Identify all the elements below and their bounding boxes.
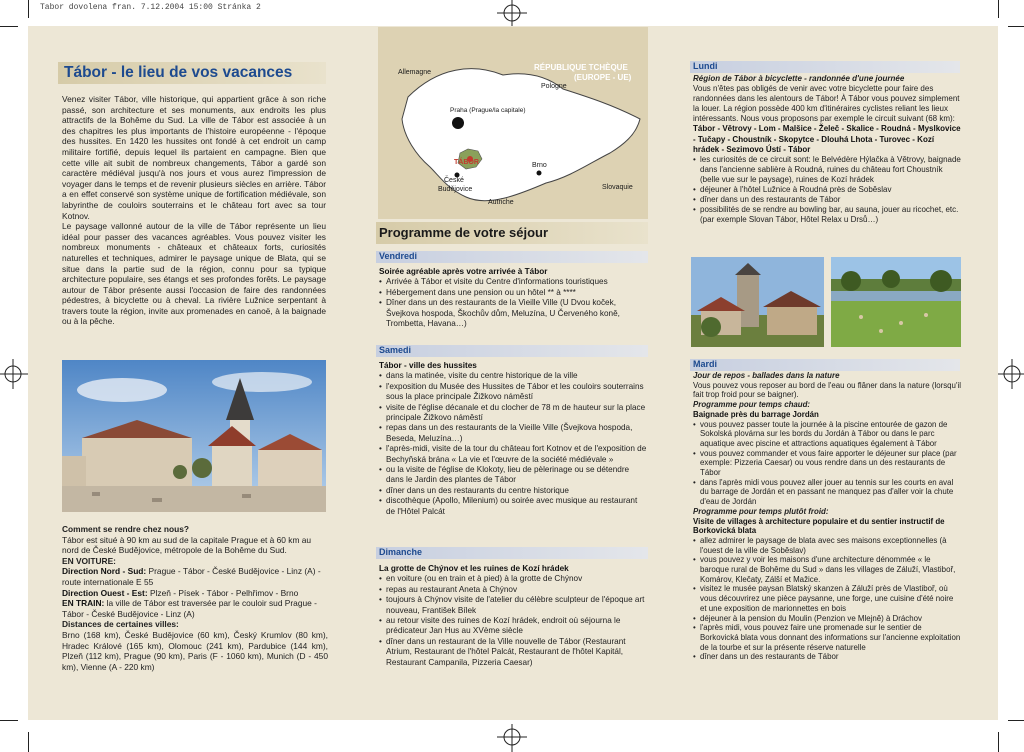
travel-intro: Tábor est situé à 90 km au sud de la capitale Prague et à 60 km au nord de České Budějovice, métropole de la Bohême du Sud. xyxy=(62,534,312,556)
map-label-slovaquie: Slovaquie xyxy=(602,184,633,191)
bike-route: Tábor - Větrovy - Lom - Malšice - Želeč - Skalice - Roudná - Myslkovice - Tučapy - Choustník - Skopytce - Dlouhá Lhota - Turovec - Kozí hrádek - Sezimovo Ústí - Tábor xyxy=(693,124,961,154)
sunday-program xyxy=(379,564,647,668)
cool-subtitle: Visite de villages à architecture populaire et du sentier instructif de Borkovická blata xyxy=(693,516,945,536)
list-item: • repas au restaurant Aneta à Chýnov xyxy=(379,585,647,595)
warm-weather-heading: Programme pour temps chaud: xyxy=(693,400,811,410)
monday-intro: Vous n'êtes pas obligés de venir avec votre bicyclette pour faire des randonnées dans les alentours de Tábor! À Tábor vous pouvez simplement la louer. La région possède 400 km d'itinéraires cyclistes reliant les lieux intéressants. Nous vous proposons par exemple le circuit suivant (68 km): xyxy=(693,84,960,124)
map-label-pologne: Pologne xyxy=(541,83,567,90)
day-heading-sunday: Dimanche xyxy=(376,547,648,559)
registration-mark xyxy=(497,722,527,752)
route-north-south: Direction Nord - Sud: Prague - Tábor - České Budějovice - Linz (A) - route internationale E 55 xyxy=(62,566,321,587)
crop-mark xyxy=(0,26,18,27)
list-item: • Hébergement dans une pension ou un hôtel ** à **** xyxy=(379,288,647,298)
list-item: • visitez le musée paysan Blatský skanzen à Záluží près de Vlastiboř, où vous découvrirez une pièce paysanne, une forge, une cuisine d'été noire et une exposition de marionnettes en bois xyxy=(693,584,961,613)
intro-text xyxy=(62,94,326,327)
list-item: • visite de l'église décanale et du clocher de 78 m de hauteur sur la place principale Žižkovo náměstí xyxy=(379,403,647,424)
day-heading-tuesday: Mardi xyxy=(690,359,960,371)
map-country-sub: (EUROPE - UE) xyxy=(574,73,632,82)
map-label-cb: Budějovice xyxy=(438,186,473,193)
crop-mark xyxy=(998,732,999,752)
list-item: • dîner dans un des restaurants de Tábor xyxy=(693,652,961,662)
list-item: • au retour visite des ruines de Kozí hrádek, endroit où séjourna le prédicateur Jan Hus au XVème siècle xyxy=(379,616,647,637)
map-label-praha: Praha (Prague/la capitale) xyxy=(450,107,526,114)
day-heading-saturday: Samedi xyxy=(376,345,648,357)
day-heading-friday: Vendredi xyxy=(376,251,648,263)
list-item: • dans la matinée, visite du centre historique de la ville xyxy=(379,371,647,381)
friday-subtitle: Soirée agréable après votre arrivée à Tábor xyxy=(379,267,548,276)
list-item: • dîner dans un restaurant de la Ville nouvelle de Tábor (Restaurant Atrium, Restaurant de l'hôtel Palcát, Restaurant de l'hôtel Kapitál, Restaurant Campanila, Pizzeria Caesar) xyxy=(379,637,647,668)
tuesday-intro: Vous pouvez vous reposer au bord de l'eau ou flâner dans la nature (lorsqu'il fait trop froid pour se baigner). xyxy=(693,380,961,400)
list-item: • discothèque (Apollo, Milenium) ou soirée avec musique au restaurant de l'Hôtel Palcát xyxy=(379,496,647,517)
crop-mark xyxy=(998,0,999,18)
list-item: • Arrivée à Tábor et visite du Centre d'informations touristiques xyxy=(379,277,647,287)
list-item: • vous pouvez passer toute la journée à la piscine entourée de gazon de Sokolská plovárna sur les bords du Jordán à Tábor ou dans le parc aquatique avec piscine et attractions aquatiques également à Tábor xyxy=(693,420,961,449)
list-item: • toujours à Chýnov visite de l'atelier du célèbre sculpteur de l'époque art nouveau, František Bílek xyxy=(379,595,647,616)
page-title: Tábor - le lieu de vos vacances xyxy=(58,62,326,84)
map-label-tabor: TÁBOR xyxy=(454,159,479,166)
travel-heading: Comment se rendre chez nous? xyxy=(62,524,190,534)
registration-mark xyxy=(996,359,1024,389)
map-label-autriche: Autriche xyxy=(488,199,514,206)
swimming-lake-photo xyxy=(831,257,961,347)
list-item: • l'exposition du Musée des Hussites de Tábor et les couloirs souterrains sous la place principale Žižkovo náměstí xyxy=(379,382,647,403)
intro-paragraph: Venez visiter Tábor, ville historique, qui appartient grâce à son riche passé, son architecture et ses monuments, aux endroits les plus attractifs de la Bohême du Sud. La ville de Tábor est associée à un des chapitres les plus importants de l'histoire européenne - l'époque des hussites. En 1420 les hussites ont fondé à cet endroit un camp militaire fortifié, depuis lequel ils partaient en campagne. Bien que cette ville ait subit de nombreux changements, Tábor a gardé son caractère médiéval jusqu'à nos jours et vous aurez l'impression de voyager dans le temps et de revenir plusieurs siècles en arrière. Tábor a en effet conservé son système unique de fortification médiévale, son labyrinthe de couloirs souterrains et le château fort avec sa tour Kotnov. xyxy=(62,94,326,221)
list-item: • dîner dans un des restaurants du centre historique xyxy=(379,486,647,496)
monday-program xyxy=(693,74,961,225)
list-item: • dîner dans un des restaurants de Tábor xyxy=(693,195,961,205)
crop-mark xyxy=(28,732,29,752)
distances-heading: Distances de certaines villes: xyxy=(62,619,179,630)
map-label-cb: České xyxy=(444,177,464,184)
intro-paragraph: Le paysage vallonné autour de la ville de Tábor représente un lieu idéal pour passer des vacances agréables. Vous pouvez visiter les nombreux monuments - châteaux et châteaux forts, curiosités naturelles et techniques, admirer le paysage unique de Blata, qui se situe dans la partie sud de la région, connu pour sa typique architecture populaire, ses étangs et ses profondes forêts. Le paysage autour de Tábor présente aussi l'occasion de faire des randonnées pédestres, à bicyclette ou à cheval. La rivière Lužnice serpentant à travers toute la région, invite aux promenades en canoë, à la baignade ou à la pêche. xyxy=(62,221,326,327)
monday-subtitle: Région de Tábor à bicyclette - randonnée d'une journée xyxy=(693,74,905,83)
program-title: Programme de votre séjour xyxy=(376,222,648,244)
list-item: • ou la visite de l'église de Klokoty, lieu de pèlerinage ou se détendre dans le Jardin des plantes de Tábor xyxy=(379,465,647,486)
print-header: Tabor dovolena fran. 7.12.2004 15:00 Stránka 2 xyxy=(40,3,261,12)
list-item: • l'après midi, vous pouvez faire une promenade sur le sentier de Borkovická blata vous donnant des informations sur l'ancienne exploitation de la tourbe et sur la présente réserve naturelle xyxy=(693,623,961,652)
list-item: • vous pouvez y voir les maisons d'une architecture dénommée « le baroque rural de Bohême du Sud » dans les villages de Záluží, Vlastiboř, Komárov, Klečaty, Zálší et Mažice. xyxy=(693,555,961,584)
list-item: • l'après-midi, visite de la tour du château fort Kotnov et de l'exposition de Bechyňská brána « La vie et l'œuvre de la société médiévale » xyxy=(379,444,647,465)
saturday-subtitle: Tábor - ville des hussites xyxy=(379,361,477,370)
castle-tower-photo xyxy=(691,257,824,347)
car-heading: EN VOITURE: xyxy=(62,555,116,566)
list-item: • allez admirer le paysage de blata avec ses maisons exceptionnelles (à l'ouest de la ville de Soběslav) xyxy=(693,536,961,555)
friday-program xyxy=(379,267,647,329)
tabor-square-photo xyxy=(62,360,326,512)
list-item: • Dîner dans un des restaurants de la Vieille Ville (U Dvou koček, Švejkova hospoda, Škochův dům, Meluzína, U Červeného koně, Trombetta, Havana…) xyxy=(379,298,647,329)
registration-mark xyxy=(0,359,30,389)
route-west-east: Direction Ouest - Est: Plzeň - Písek - Tábor - Pelhřimov - Brno xyxy=(62,587,299,598)
map-label-brno: Brno xyxy=(532,162,547,169)
how-to-get-here xyxy=(62,524,328,672)
list-item: • repas dans un des restaurants de la Vieille Ville (Švejkova hospoda, Beseda, Meluzína…) xyxy=(379,423,647,444)
train-info: EN TRAIN: la ville de Tábor est traversée par le couloir sud Prague - Tábor - České Budějovice - Linz (A) xyxy=(62,598,317,619)
tuesday-subtitle: Jour de repos - ballades dans la nature xyxy=(693,371,840,380)
list-item: • dans l'après midi vous pouvez aller jouer au tennis sur les courts en aval du barrage de Jordán et en passant ne manquez pas d'aller voir la chute d'eau de Jordán xyxy=(693,478,961,507)
crop-mark xyxy=(1008,720,1024,721)
sunday-subtitle: La grotte de Chýnov et les ruines de Kozí hrádek xyxy=(379,564,569,573)
list-item: • possibilités de se rendre au bowling bar, au sauna, jouer au ricochet, etc. (par exemple Slovan Tábor, Hôtel Relax u Drsů…) xyxy=(693,205,961,225)
region-map xyxy=(378,27,648,219)
distances-text: Brno (168 km), České Budějovice (60 km), Český Krumlov (80 km), Hradec Králové (165 km), Olomouc (241 km), Pardubice (144 km), Plzeň (112 km), Prague (90 km), Paris (F - 1060 km), Munich (D - 450 km), Vienne (A - 220 km) xyxy=(62,629,328,672)
warm-subtitle: Baignade près du barrage Jordán xyxy=(693,409,819,419)
saturday-program xyxy=(379,361,647,517)
list-item: • vous pouvez commander et vous faire apporter le déjeuner sur place (par exemple: Pizzeria Caesar) ou vous rendre dans un des restaurants de Tábor xyxy=(693,449,961,478)
list-item: • déjeuner à l'hôtel Lužnice à Roudná près de Soběslav xyxy=(693,185,961,195)
tuesday-program xyxy=(693,371,961,662)
crop-mark xyxy=(28,0,29,18)
list-item: • déjeuner à la pension du Moulin (Penzion ve Mlejně) à Dráchov xyxy=(693,614,961,624)
cool-weather-heading: Programme pour temps plutôt froid: xyxy=(693,506,829,516)
crop-mark xyxy=(1008,26,1024,27)
crop-mark xyxy=(0,720,18,721)
map-country-label: RÉPUBLIQUE TCHÈQUE xyxy=(534,63,628,72)
brochure-sheet xyxy=(28,26,998,720)
list-item: • les curiosités de ce circuit sont: le Belvédère Hýlačka à Větrovy, baignade dans l'ancienne sablière à Roudná, ruines du château fort Choustník (belle vue sur le paysage), ruines de Kozí hrádek xyxy=(693,155,961,185)
list-item: • en voiture (ou en train et à pied) à la grotte de Chýnov xyxy=(379,574,647,584)
map-label-allemagne: Allemagne xyxy=(398,69,432,76)
day-heading-monday: Lundi xyxy=(690,61,960,73)
